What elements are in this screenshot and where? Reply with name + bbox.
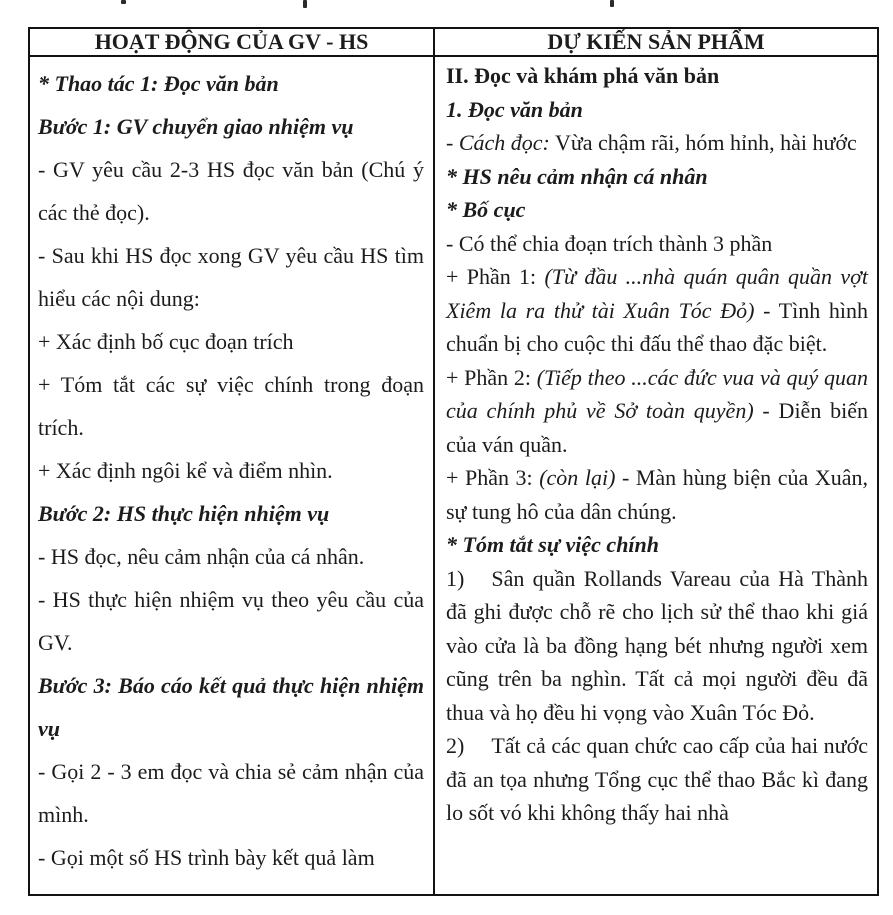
text-run: Bước 3: Báo cáo kết quả thực hiện nhiệm vụ: [38, 673, 424, 741]
su-viec-2-paragraph: [446, 729, 868, 830]
text-run: - Có thể chia đoạn trích thành 3 phần: [446, 230, 773, 256]
su-viec-1-paragraph: [446, 562, 868, 730]
text-run: + Phần 2:: [446, 364, 537, 390]
text-run: + Tóm tắt các sự việc chính trong đoạn trích.: [38, 372, 424, 440]
text-run: -: [446, 130, 459, 155]
bullet-xac-dinh-ngoi-ke: [38, 449, 424, 492]
sau-khi-doc-paragraph: [38, 234, 424, 320]
text-run: - HS đọc, nêu cảm nhận của cá nhân.: [38, 544, 365, 569]
text-run: - Gọi một số HS trình bày kết quả làm: [38, 845, 375, 870]
text-run: 1. Đọc văn bản: [446, 96, 583, 122]
phan-1-paragraph: [446, 260, 868, 361]
gv-yeu-cau-doc-paragraph: [38, 148, 424, 234]
text-run: Cách đọc:: [458, 130, 550, 155]
text-run: Tất cả các quan chức cao cấp của hai nước đã an tọa nhưng Tổng cục thể thao Bắc kì đang lo sốt vó khi không thấy hai nhà: [446, 733, 868, 825]
text-run: - HS thực hiện nhiệm vụ theo yêu cầu của GV.: [38, 587, 424, 655]
text-run: * Thao tác 1: Đọc văn bản: [38, 71, 279, 96]
phan-2-paragraph: [446, 361, 868, 462]
buoc-3-heading: [38, 664, 424, 750]
activities-cell: [30, 57, 435, 894]
hs-thuc-hien-nhiem-vu-paragraph: [38, 578, 424, 664]
goi-mot-so-hs-paragraph: [38, 836, 424, 879]
phan-3-paragraph: [446, 461, 868, 528]
text-run: + Xác định ngôi kể và điểm nhìn.: [38, 458, 333, 483]
list-number: 2): [446, 733, 465, 758]
thao-tac-1-heading: [38, 62, 424, 105]
expected-products-cell: [435, 57, 877, 894]
text-run: - Tình hình chuẩn bị cho cuộc thi đấu thể thao đặc biệt.: [446, 297, 868, 356]
table-body-row: [30, 57, 877, 894]
text-run: - Gọi 2 - 3 em đọc và chia sẻ cảm nhận của mình.: [38, 759, 424, 827]
goi-2-3-em-paragraph: [38, 750, 424, 836]
text-run: * Tóm tắt sự việc chính: [446, 532, 660, 557]
lesson-plan-table: [28, 27, 879, 896]
tom-tat-heading: [446, 528, 868, 562]
text-run: Bước 2: HS thực hiện nhiệm vụ: [38, 501, 330, 526]
section-ii-heading: [446, 59, 868, 93]
list-number: 1): [446, 565, 465, 591]
text-run: (Tiếp theo ...các đức vua và quý quan của chính phủ về Sở toàn quyền): [446, 364, 868, 423]
text-run: (còn lại): [539, 465, 616, 490]
clipped-text-fragment: [610, 0, 614, 7]
text-run: - Diễn biến của ván quần.: [446, 398, 868, 457]
text-run: II. Đọc và khám phá văn bản: [446, 63, 720, 88]
text-run: * HS nêu cảm nhận cá nhân: [446, 163, 708, 189]
hs-neu-cam-nhan-heading: [446, 160, 868, 194]
chia-3-phan-paragraph: [446, 227, 868, 261]
buoc-2-heading: [38, 492, 424, 535]
cach-doc-paragraph: [446, 126, 868, 160]
text-run: Vừa chậm rãi, hóm hỉnh, hài hước: [549, 130, 857, 155]
bullet-tom-tat-su-viec: [38, 363, 424, 449]
text-run: (Từ đầu ...nhà quán quân quần vợt Xiêm la ra thử tài Xuân Tóc Đỏ): [446, 264, 868, 323]
text-run: - GV yêu cầu 2-3 HS đọc văn bản (Chú ý các thẻ đọc).: [38, 157, 424, 225]
text-run: + Phần 3:: [446, 465, 540, 490]
bo-cuc-heading: [446, 193, 868, 227]
text-run: + Phần 1:: [446, 264, 545, 289]
buoc-1-heading: [38, 105, 424, 148]
text-run: Bước 1: GV chuyển giao nhiệm vụ: [38, 114, 354, 139]
text-run: - Màn hùng biện của Xuân, sự tung hô của dân chúng.: [446, 465, 868, 524]
text-run: * Bố cục: [446, 197, 526, 222]
clipped-text-fragment: [121, 0, 126, 4]
bullet-xac-dinh-bo-cuc: [38, 320, 424, 363]
text-run: + Xác định bố cục đoạn trích: [38, 329, 294, 354]
header-expected-products: DỰ KIẾN SẢN PHẨM: [547, 29, 765, 54]
header-activities: HOẠT ĐỘNG CỦA GV - HS: [30, 29, 435, 55]
text-run: - Sau khi HS đọc xong GV yêu cầu HS tìm hiểu các nội dung:: [38, 243, 424, 311]
text-run: Sân quần Rollands Vareau của Hà Thành đã ghi được chỗ rẽ cho lịch sử thể thao khi giá vào cửa là ba đồng hạng bét nhưng người xem cũng trên ba nghìn. Tất cả mọi người đều đã thua và họ đều hi vọng vào Xuân Tóc Đỏ.: [446, 565, 868, 725]
hs-doc-neu-cam-nhan-paragraph: [38, 535, 424, 578]
doc-van-ban-heading: [446, 93, 868, 127]
clipped-text-fragment: [303, 0, 307, 8]
table-header-row: [30, 29, 877, 57]
